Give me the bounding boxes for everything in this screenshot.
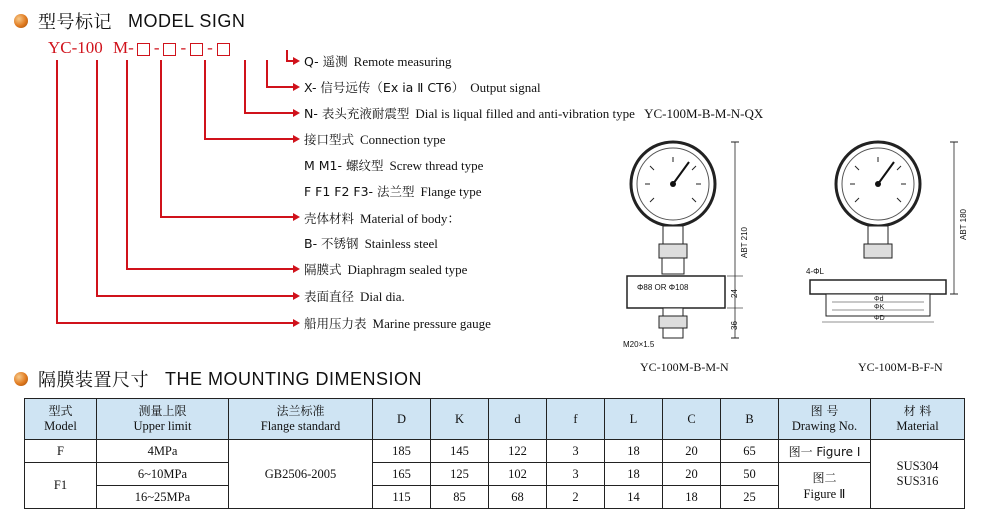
gauge-caption-left: YC-100M-B-M-N [640,360,729,374]
section-mounting-heading [14,366,422,392]
figure-2-cell: 图二 Figure Ⅱ [779,463,871,509]
table-row: F 4MPa GB2506-2005 185 145 122 3 18 20 65 图一 Figure Ⅰ SUS304 SUS316 [25,440,965,463]
material-cell: SUS304 SUS316 [871,440,965,509]
item-remote: Q- 遥测 Remote measuring [304,54,452,69]
item-stainless-steel: B- 不锈钢 Stainless steel [304,236,438,251]
item-output-signal: X- 信号远传（Ex ia Ⅱ CT6） Output signal [304,80,541,95]
header-drawing-no: 图 号 Drawing No. [779,399,871,440]
header-B: B [721,399,779,440]
code-box-3 [190,43,203,56]
section-title-zh: 型号标记 [38,12,112,32]
header-K: K [431,399,489,440]
figure-1-cell: 图一 Figure Ⅰ [779,440,871,463]
item-flange-type: F F1 F2 F3- 法兰型 Flange type [304,184,482,199]
code-suffix: M- [113,38,134,57]
header-upper-limit: 测量上限 Upper limit [97,399,229,440]
table-header-row [25,399,965,440]
section2-title-en: THE MOUNTING DIMENSION [165,368,422,389]
gauge-drawing-right [796,140,986,352]
code-box-2 [163,43,176,56]
gauge-drawing-left [615,140,765,352]
header-flange-standard: 法兰标准 Flange standard [229,399,373,440]
item-liquid-filled: N- 表头充液耐震型 Dial is liqual filled and anti-vibration type YC-100M-B-M-N-QX [304,106,764,121]
dim-bigd-label: ΦD [874,315,885,322]
item-screw-thread: M M1- 螺纹型 Screw thread type [304,158,484,173]
header-C: C [663,399,721,440]
header-D: D [373,399,431,440]
holes-label: 4-ΦL [806,267,824,276]
header-L: L [605,399,663,440]
item-connection-type: 接口型式 Connection type [304,132,446,147]
code-box-1 [137,43,150,56]
header-d: d [489,399,547,440]
gauge-caption-right: YC-100M-B-F-N [858,360,943,374]
item-material-body: 壳体材料 Material of body： [304,211,461,226]
item-diaphragm: 隔膜式 Diaphragm sealed type [304,262,468,277]
section-title-en: MODEL SIGN [128,10,246,31]
abt-180-label: ABT 180 [959,209,968,240]
dim-36-label: 36 [730,321,739,330]
code-prefix: YC-100 [48,38,103,57]
table-row: F1 6~10MPa 165 125 102 3 18 20 50 图二 Figure Ⅱ [25,463,965,486]
item-marine-gauge: 船用压力表 Marine pressure gauge [304,316,491,331]
section2-title-zh: 隔膜装置尺寸 [38,370,149,390]
mounting-dimension-table [24,398,965,509]
item-dial-dia: 表面直径 Dial dia. [304,289,405,304]
flange-dim-label: Φ88 OR Φ108 [637,283,689,292]
abt-210-label: ABT 210 [740,227,749,258]
header-material: 材 料 Material [871,399,965,440]
code-box-4 [217,43,230,56]
section-model-sign-heading [14,8,245,34]
dim-d-label: Φd [874,296,884,303]
header-f: f [547,399,605,440]
flange-standard-cell: GB2506-2005 [229,440,373,509]
dim-24-label: 24 [730,289,739,298]
thread-label: M20×1.5 [623,340,655,349]
bullet-icon [14,14,28,28]
dim-k-label: ΦK [874,304,885,311]
model-code: YC-100 M- - - - [48,38,233,58]
bullet-icon [14,372,28,386]
header-model: 型式 Model [25,399,97,440]
table-row: 16~25MPa 115 85 68 2 14 18 25 [25,486,965,509]
